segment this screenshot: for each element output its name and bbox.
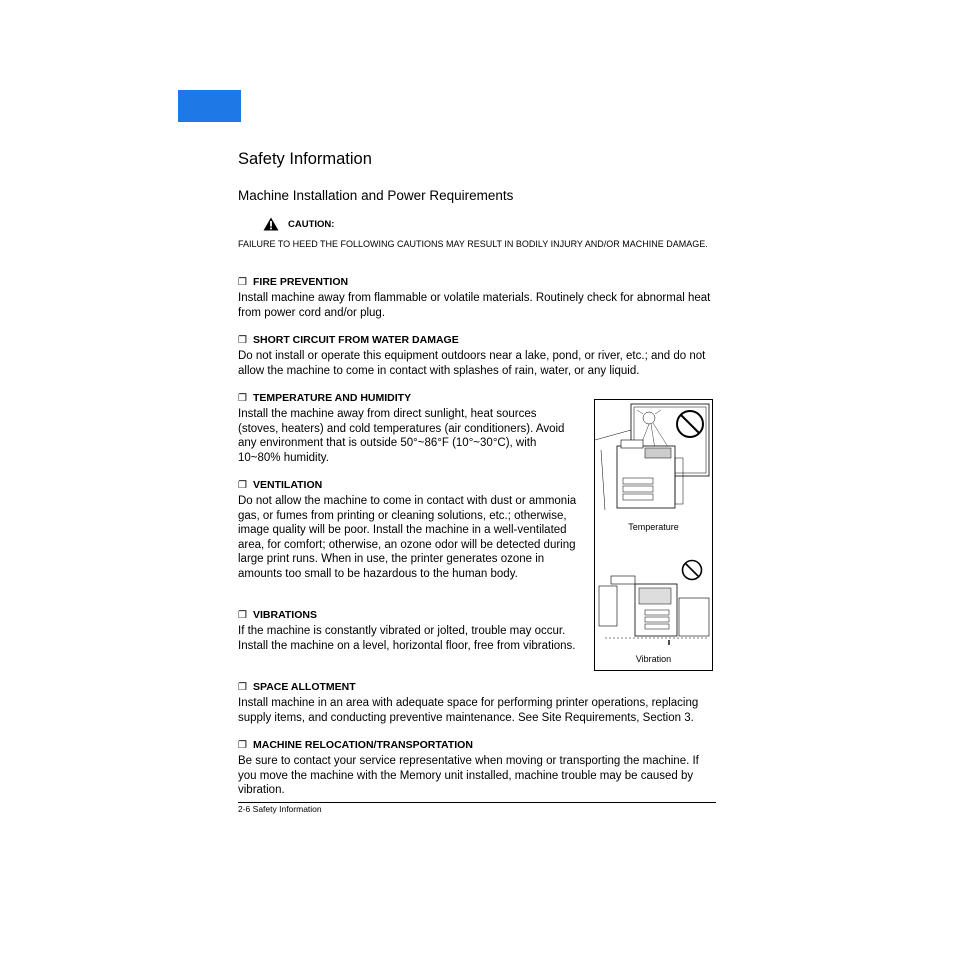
section-space-allotment: [238, 680, 716, 725]
section-title: MACHINE RELOCATION/TRANSPORTATION: [253, 739, 473, 751]
checkbox-bullet-icon: ❐: [238, 681, 247, 693]
page-title: Safety Information: [238, 150, 372, 168]
section-short-circuit: [238, 333, 716, 378]
section-title: FIRE PREVENTION: [253, 276, 349, 288]
section-vibrations: [238, 608, 578, 653]
section-temperature-humidity: [238, 391, 568, 465]
section-title: VIBRATIONS: [253, 609, 317, 621]
section-machine-relocation: [238, 738, 716, 798]
checkbox-bullet-icon: ❐: [238, 739, 247, 751]
prohibited-icon: [681, 559, 703, 581]
section-body: Do not install or operate this equipment outdoors near a lake, pond, or river, etc.; and do not allow the machine to come in contact with splashes of rain, water, or any liquid.: [238, 350, 706, 377]
figure-caption-temperature: Temperature: [628, 522, 679, 532]
section-title: TEMPERATURE AND HUMIDITY: [253, 392, 412, 404]
footer-divider: [238, 802, 716, 803]
section-title: VENTILATION: [253, 479, 323, 491]
section-subtitle: Machine Installation and Power Requirements: [238, 188, 514, 203]
prohibited-icon: [675, 409, 705, 439]
section-fire-prevention: [238, 275, 716, 320]
caution-label: CAUTION:: [288, 218, 335, 230]
checkbox-bullet-icon: ❐: [238, 334, 247, 346]
section-body: Do not allow the machine to come in contact with dust or ammonia gas, or fumes from printing or cleaning solutions, etc.; otherwise, image quality will be poor. Install the machine in a well-ventilated area, for comfort; otherwise, an ozone odor will be detected during large print runs. When in use, the printer generates ozone in amounts too small to be hazardous to the human body.: [238, 495, 577, 580]
warning-text: FAILURE TO HEED THE FOLLOWING CAUTIONS MAY RESULT IN BODILY INJURY AND/OR MACHINE DAMAGE.: [238, 239, 708, 249]
section-body: Be sure to contact your service representative when moving or transporting the machine. If you move the machine with the Memory unit installed, machine trouble may be caused by vibration.: [238, 755, 699, 797]
caution-label-row: [263, 217, 334, 231]
section-ventilation: [238, 478, 578, 582]
section-body: Install the machine away from direct sunlight, heat sources (stoves, heaters) and cold temperatures (air conditioners). Avoid any environment that is outside 50°~86°F (10°~30°C), with 10~80% humidity.: [238, 408, 565, 464]
section-body: Install machine in an area with adequate space for performing printer operations, replacing supply items, and conducting preventive maintenance. See Site Requirements, Section 3.: [238, 697, 699, 724]
illustration-box: [594, 399, 713, 671]
section-body: If the machine is constantly vibrated or jolted, trouble may occur. Install the machine on a level, horizontal floor, free from vibrations.: [238, 625, 576, 652]
checkbox-bullet-icon: ❐: [238, 609, 247, 621]
page-footer: 2-6 Safety Information: [238, 804, 322, 814]
section-title: SHORT CIRCUIT FROM WATER DAMAGE: [253, 334, 459, 346]
checkbox-bullet-icon: ❐: [238, 276, 247, 288]
section-body: Install machine away from flammable or volatile materials. Routinely check for abnormal heat from power cord and/or plug.: [238, 292, 711, 319]
figure-caption-vibration: Vibration: [635, 654, 672, 664]
chapter-tab: [178, 90, 241, 122]
section-title: SPACE ALLOTMENT: [253, 681, 356, 693]
checkbox-bullet-icon: ❐: [238, 479, 247, 491]
checkbox-bullet-icon: ❐: [238, 392, 247, 404]
warning-triangle-icon: [263, 217, 279, 231]
